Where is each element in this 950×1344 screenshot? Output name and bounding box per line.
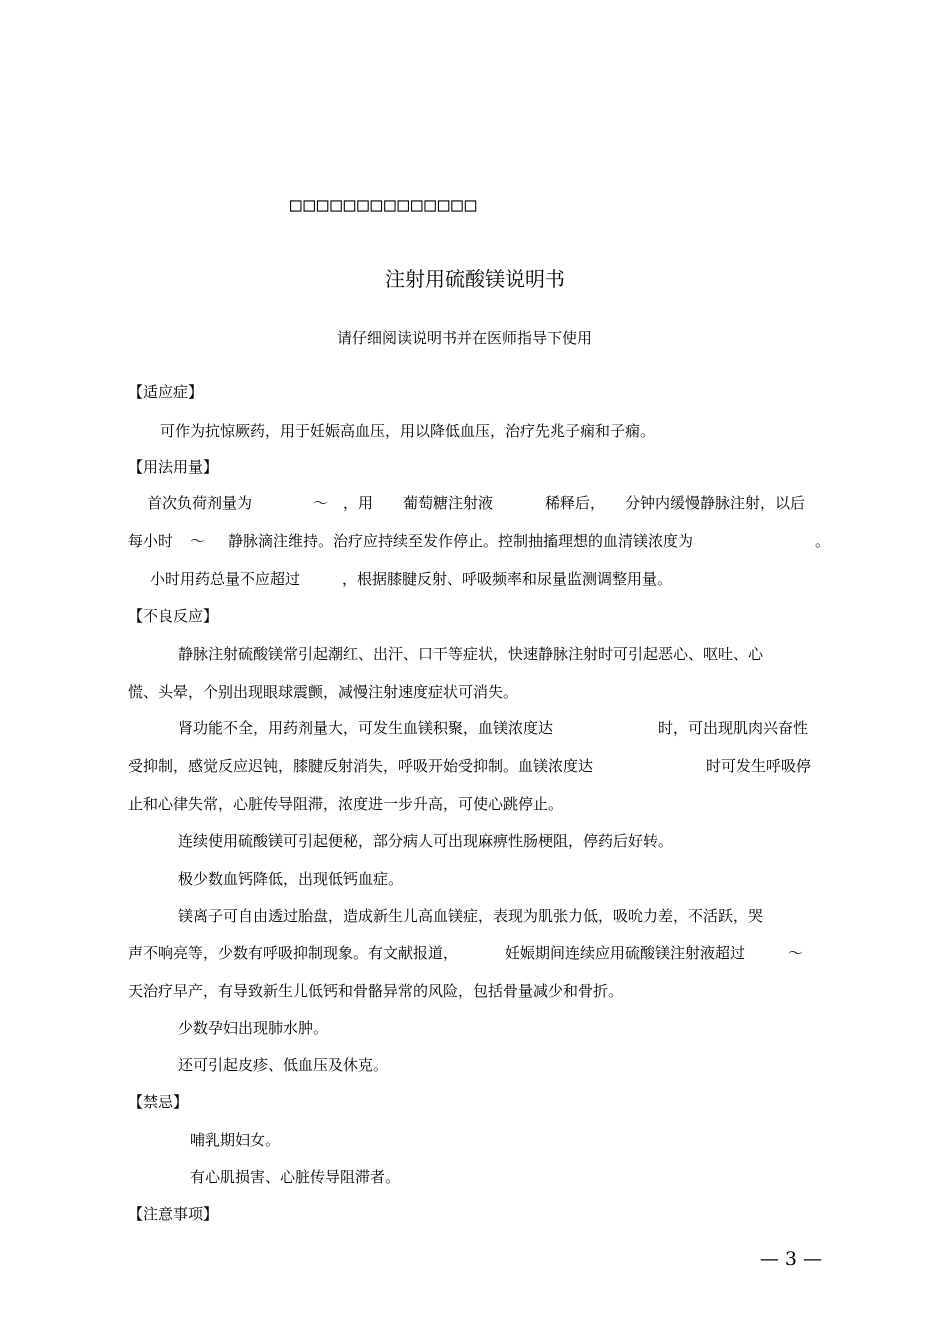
adverse-text: ～ bbox=[788, 944, 804, 962]
adverse-text: 肾功能不全，用药剂量大，可发生血镁积聚，血镁浓度达 bbox=[178, 719, 554, 737]
adverse-text: 受抑制，感觉反应迟钝，膝腱反射消失，呼吸开始受抑制。血镁浓度达 bbox=[128, 757, 594, 775]
usage-text: 静脉滴注维持。治疗应持续至发作停止。控制抽搐理想的血清镁浓度为 bbox=[228, 532, 694, 550]
document-title: 注射用硫酸镁说明书 bbox=[385, 267, 565, 291]
section-heading-caution: 【注意事项】 bbox=[128, 1205, 219, 1223]
section-heading-adverse: 【不良反应】 bbox=[128, 607, 219, 625]
usage-text: 葡萄糖注射液 bbox=[403, 494, 494, 512]
adverse-text: 少数孕妇出现肺水肿。 bbox=[178, 1019, 329, 1037]
usage-text: 。 bbox=[815, 532, 831, 550]
usage-text: ，根据膝腱反射、呼吸频率和尿量监测调整用量。 bbox=[342, 570, 673, 588]
contraindication-text: 哺乳期妇女。 bbox=[190, 1131, 281, 1149]
usage-text: 首次负荷剂量为 bbox=[147, 494, 253, 512]
adverse-text: 慌、头晕，个别出现眼球震颤，减慢注射速度症状可消失。 bbox=[128, 683, 519, 701]
adverse-text: 止和心律失常，心脏传导阻滞，浓度进一步升高，可使心跳停止。 bbox=[128, 795, 564, 813]
section-heading-indication: 【适应症】 bbox=[128, 383, 204, 401]
adverse-text: 极少数血钙降低，出现低钙血症。 bbox=[178, 870, 404, 888]
section-heading-contraindication: 【禁忌】 bbox=[128, 1093, 189, 1111]
document-subtitle: 请仔细阅读说明书并在医师指导下使用 bbox=[337, 329, 593, 347]
usage-text: ，用 bbox=[343, 494, 374, 512]
garbled-header: □□□□□□□□□□□□□□ bbox=[290, 194, 479, 216]
adverse-text: 声不响亮等，少数有呼吸抑制现象。有文献报道， bbox=[128, 944, 459, 962]
adverse-text: 静脉注射硫酸镁常引起潮红、出汗、口干等症状，快速静脉注射时可引起恶心、呕吐、心 bbox=[178, 645, 764, 663]
section-heading-usage: 【用法用量】 bbox=[128, 458, 219, 476]
usage-text: ～ bbox=[190, 532, 206, 550]
adverse-text: 妊娠期间连续应用硫酸镁注射液超过 bbox=[505, 944, 746, 962]
adverse-text: 镁离子可自由透过胎盘，造成新生儿高血镁症，表现为肌张力低，吸吮力差，不活跃，哭 bbox=[178, 907, 764, 925]
usage-text: 每小时 bbox=[128, 532, 174, 550]
adverse-text: 连续使用硫酸镁可引起便秘，部分病人可出现麻痹性肠梗阻，停药后好转。 bbox=[178, 832, 674, 850]
usage-text: 稀释后， bbox=[545, 494, 606, 512]
adverse-text: 时可发生呼吸停 bbox=[706, 757, 812, 775]
usage-text: ～ bbox=[313, 494, 329, 512]
usage-text: 小时用药总量不应超过 bbox=[150, 570, 301, 588]
adverse-text: 还可引起皮疹、低血压及休克。 bbox=[178, 1056, 389, 1074]
page-number: — 3 — bbox=[759, 1248, 822, 1270]
usage-text: 分钟内缓慢静脉注射，以后 bbox=[625, 494, 806, 512]
indication-text: 可作为抗惊厥药，用于妊娠高血压，用以降低血压，治疗先兆子痫和子痫。 bbox=[160, 422, 656, 440]
adverse-text: 时，可出现肌肉兴奋性 bbox=[658, 719, 809, 737]
contraindication-text: 有心肌损害、心脏传导阻滞者。 bbox=[190, 1168, 401, 1186]
adverse-text: 天治疗早产，有导致新生儿低钙和骨骼异常的风险，包括骨量减少和骨折。 bbox=[128, 982, 624, 1000]
